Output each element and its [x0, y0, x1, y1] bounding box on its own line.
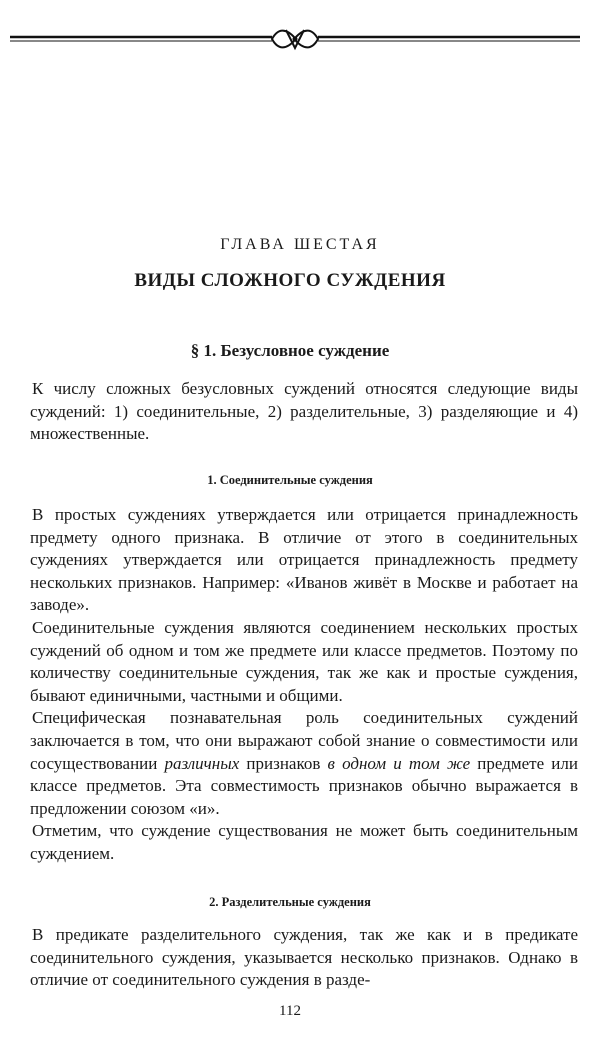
intro-text: К числу сложных безусловных суждений относятся следующие виды суждений: 1) соединительные, 2) разделительные, 3) разделяющие и 4) множественные.	[30, 379, 578, 444]
paragraph: Отметим, что суждение существования не может быть соединительным суждением.	[30, 821, 578, 863]
chapter-title: ВИДЫ СЛОЖНОГО СУЖДЕНИЯ	[134, 270, 446, 291]
paragraph: Соединительные суждения являются соединением нескольких простых суждений об одном и том же предмете или классе предметов. Поэтому по количеству соединительные суждения, так же как и простые суждения, бывают единичными, частными и общими.	[30, 617, 578, 705]
italic-text: различных	[164, 753, 240, 773]
text-run: предмете или классе предметов. Эта совместимость признаков обычно выражается в предложении союзом «и».	[30, 753, 578, 818]
paragraph	[30, 707, 578, 820]
page-number: 112	[279, 1003, 301, 1019]
paragraph: В предикате разделительного суждения, так же как и в предикате соединительного суждения, указывается несколько признаков. Однако в отличие от соединительного суждения в разде-	[30, 925, 578, 990]
chapter-header-ornament	[10, 24, 580, 54]
subsection-heading-conjunctive: 1. Соединительные суждения	[207, 473, 373, 487]
text-run: признаков	[239, 753, 328, 773]
italic-text: в одном и том же	[327, 753, 471, 773]
section-heading: § 1. Безусловное суждение	[190, 341, 390, 360]
conjunctive-judgments-text	[30, 504, 578, 866]
text-run: Специфическая познавательная роль соединительных суждений заключается в том, что они выражают собой знание о совместимости или сосуществовании	[30, 708, 578, 773]
intro-paragraph	[30, 378, 578, 446]
disjunctive-judgments-text	[30, 924, 578, 992]
subsection-heading-disjunctive: 2. Разделительные суждения	[209, 895, 371, 909]
paragraph: В простых суждениях утверждается или отрицается принадлежность предмету одного признака. В отличие от этого в соединительных суждениях утверждается или отрицается принадлежность предмету нескольких признаков. Например: «Иванов живёт в Москве и работает на заводе».	[30, 505, 578, 615]
chapter-label: ГЛАВА ШЕСТАЯ	[220, 236, 380, 253]
